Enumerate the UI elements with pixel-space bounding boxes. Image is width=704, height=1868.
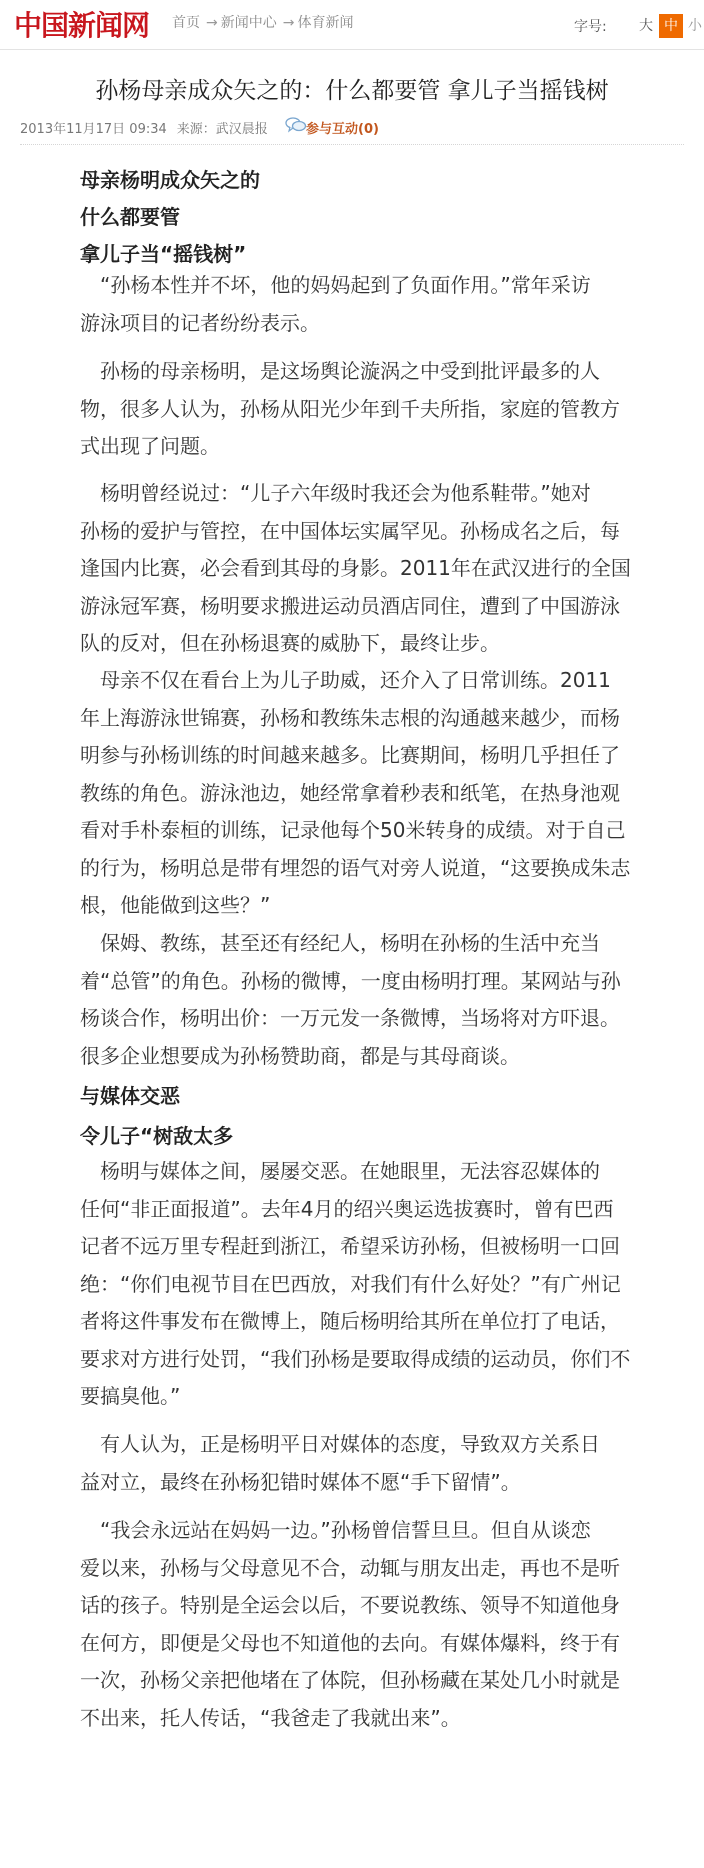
article-title: 孙杨母亲成众矢之的：什么都要管 拿儿子当摇钱树	[95, 78, 609, 104]
article-date: 2013年11月17日 09:34	[20, 122, 167, 137]
paragraph: 有人认为，正是杨明平日对媒体的态度，导致双方关系日 益对立，最终在孙杨犯错时媒体不愿“手下留情”。	[80, 1432, 600, 1494]
section-heading: 什么都要管	[80, 205, 180, 229]
font-size-small-button[interactable]: 小	[688, 18, 702, 34]
paragraph: 保姆、教练，甚至还有经纪人，杨明在孙杨的生活中充当 着“总管”的角色。孙杨的微博，一度由杨明打理。某网站与孙 杨谈合作，杨明出价：一万元发一条微博，当场将对方吓退。 很多企业想要成为孙杨赞助商，都是与其母商谈。	[80, 931, 621, 1068]
breadcrumb-sports-news[interactable]: 体育新闻	[297, 15, 354, 31]
breadcrumb-news-center[interactable]: 新闻中心	[220, 15, 277, 31]
article-meta	[20, 118, 268, 137]
comment-link[interactable]: 参与互动(0)	[306, 122, 379, 137]
site-logo[interactable]: 中国新闻网	[14, 9, 150, 42]
paragraph: 杨明与媒体之间，屡屡交恶。在她眼里，无法容忍媒体的 任何“非正面报道”。去年4月的绍兴奥运选拔赛时，曾有巴西 记者不远万里专程赶到浙江，希望采访孙杨，但被杨明一口回 绝：“你们电视节目在巴西放，对我们有什么好处？”有广州记 者将这件事发布在微博上，随后杨明给其所在单位打了电话， 要求对方进行处罚，“我们孙杨是要取得成绩的运动员，你们不 要搞臭他。”	[80, 1159, 631, 1408]
section-heading: 母亲杨明成众矢之的	[80, 168, 260, 192]
section-heading: 令儿子“树敌太多	[80, 1124, 234, 1148]
paragraph: “孙杨本性并不坏，他的妈妈起到了负面作用。”常年采访 游泳项目的记者纷纷表示。	[80, 273, 591, 335]
paragraph: 杨明曾经说过：“儿子六年级时我还会为他系鞋带。”她对 孙杨的爱护与管控，在中国体坛实属罕见。孙杨成名之后，每 逢国内比赛，必会看到其母的身影。2011年在武汉进行的全国 游泳冠军赛，杨明要求搬进运动员酒店同住，遭到了中国游泳 队的反对，但在孙杨退赛的威胁下，最终让步。	[80, 481, 631, 655]
breadcrumb-arrow-icon: →	[282, 15, 295, 31]
font-size-medium-button[interactable]: 中	[659, 14, 683, 38]
section-heading: 拿儿子当“摇钱树”	[80, 242, 247, 266]
font-size-label: 字号:	[574, 19, 607, 35]
paragraph: 母亲不仅在看台上为儿子助威，还介入了日常训练。2011 年上海游泳世锦赛，孙杨和教练朱志根的沟通越来越少，而杨 明参与孙杨训练的时间越来越多。比赛期间，杨明几乎担任了 教练的角色。游泳池边，她经常拿着秒表和纸笔，在热身池观 看对手朴泰桓的训练，记录他每个50米转身的成绩。对于自己 的行为，杨明总是带有埋怨的语气对旁人说道，“这要换成朱志 根，他能做到这些？”	[80, 668, 631, 917]
paragraph: 孙杨的母亲杨明，是这场舆论漩涡之中受到批评最多的人 物，很多人认为，孙杨从阳光少年到千夫所指，家庭的管教方 式出现了问题。	[80, 359, 620, 458]
font-size-large-button[interactable]: 大	[639, 18, 653, 34]
chat-bubbles-icon[interactable]	[285, 116, 307, 133]
top-bar	[0, 0, 704, 50]
section-heading: 与媒体交恶	[80, 1084, 180, 1108]
article-source: 来源：武汉晨报	[176, 122, 268, 137]
paragraph: “我会永远站在妈妈一边。”孙杨曾信誓旦旦。但自从谈恋 爱以来，孙杨与父母意见不合，动辄与朋友出走，再也不是听 话的孩子。特别是全运会以后，不要说教练、领导不知道他身 在何方，即便是父母也不知道他的去向。有媒体爆料，终于有 一次，孙杨父亲把他堵在了体院，但孙杨藏在某处几小时就是 不出来，托人传话，“我爸走了我就出来”。	[80, 1518, 620, 1730]
breadcrumb-home[interactable]: 首页	[172, 15, 200, 31]
breadcrumb-arrow-icon: →	[206, 15, 218, 31]
breadcrumb	[172, 12, 356, 32]
divider	[20, 144, 684, 145]
